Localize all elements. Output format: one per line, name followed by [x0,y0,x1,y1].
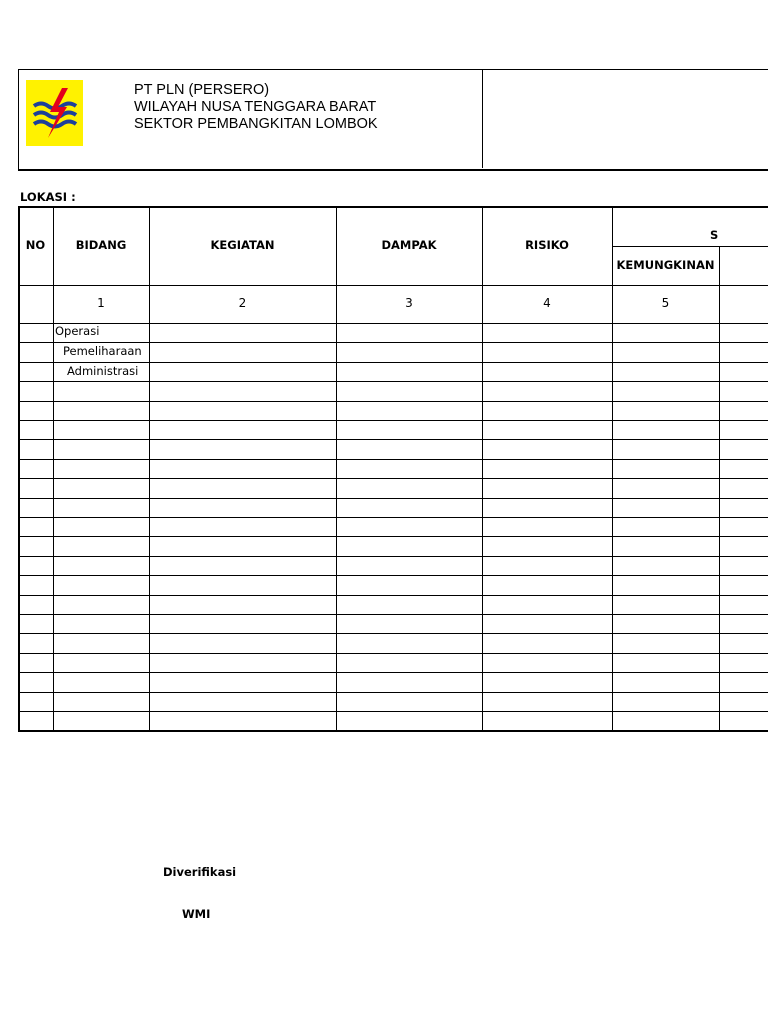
col-line-no [53,206,54,732]
table-row-line [18,692,768,693]
table-row-line [18,517,768,518]
table-row-line [18,381,768,382]
column-number-5: 5 [661,296,670,310]
header-risiko: RISIKO [525,238,569,252]
column-number-3: 3 [405,296,413,310]
col-line-kemungkinan [719,246,720,732]
column-number-1: 1 [97,296,105,310]
table-row-line [18,362,768,363]
table-row-line [18,420,768,421]
group-subheader-line [612,246,768,247]
header-kegiatan: KEGIATAN [210,238,275,252]
table-row-line [18,401,768,402]
table-row-line [18,595,768,596]
bidang-cell-operasi: Operasi [55,324,100,338]
table-row-line [18,478,768,479]
header-bottom-line [18,285,768,286]
table-row-line [18,711,768,712]
header-bidang: BIDANG [75,238,127,252]
number-row-bottom-line [18,323,768,324]
col-line-dampak [482,206,483,732]
company-name: PT PLN (PERSERO) [134,82,270,98]
table-row-line [18,459,768,460]
sector-name: SEKTOR PEMBANGKITAN LOMBOK [134,116,378,132]
col-line-bidang [149,206,150,732]
table-row-line [18,614,768,615]
table-top-border [18,206,768,208]
table-row-line [18,342,768,343]
table-row-line [18,633,768,634]
table-row-line [18,439,768,440]
bidang-cell-pemeliharaan: Pemeliharaan [63,344,142,358]
table-bottom-border [18,730,768,732]
table-row-line [18,498,768,499]
table-row-line [18,672,768,673]
header-no: NO [25,238,46,252]
col-line-kegiatan [336,206,337,732]
col-line-left [18,206,20,732]
bidang-cell-administrasi: Administrasi [67,364,139,378]
verified-label: Diverifikasi [163,865,237,879]
table-row-line [18,575,768,576]
table-row-line [18,556,768,557]
header-kemungkinan: KEMUNGKINAN [616,258,715,272]
column-number-2: 2 [238,296,247,310]
col-line-risiko [612,206,613,732]
table-row-line [18,653,768,654]
header-group-partial: S [710,228,719,242]
region-name: WILAYAH NUSA TENGGARA BARAT [134,99,377,115]
column-number-4: 4 [543,296,551,310]
location-label: LOKASI : [20,190,76,204]
header-dampak: DAMPAK [381,238,437,252]
table-row-line [18,536,768,537]
signer-name: WMI [182,907,211,921]
